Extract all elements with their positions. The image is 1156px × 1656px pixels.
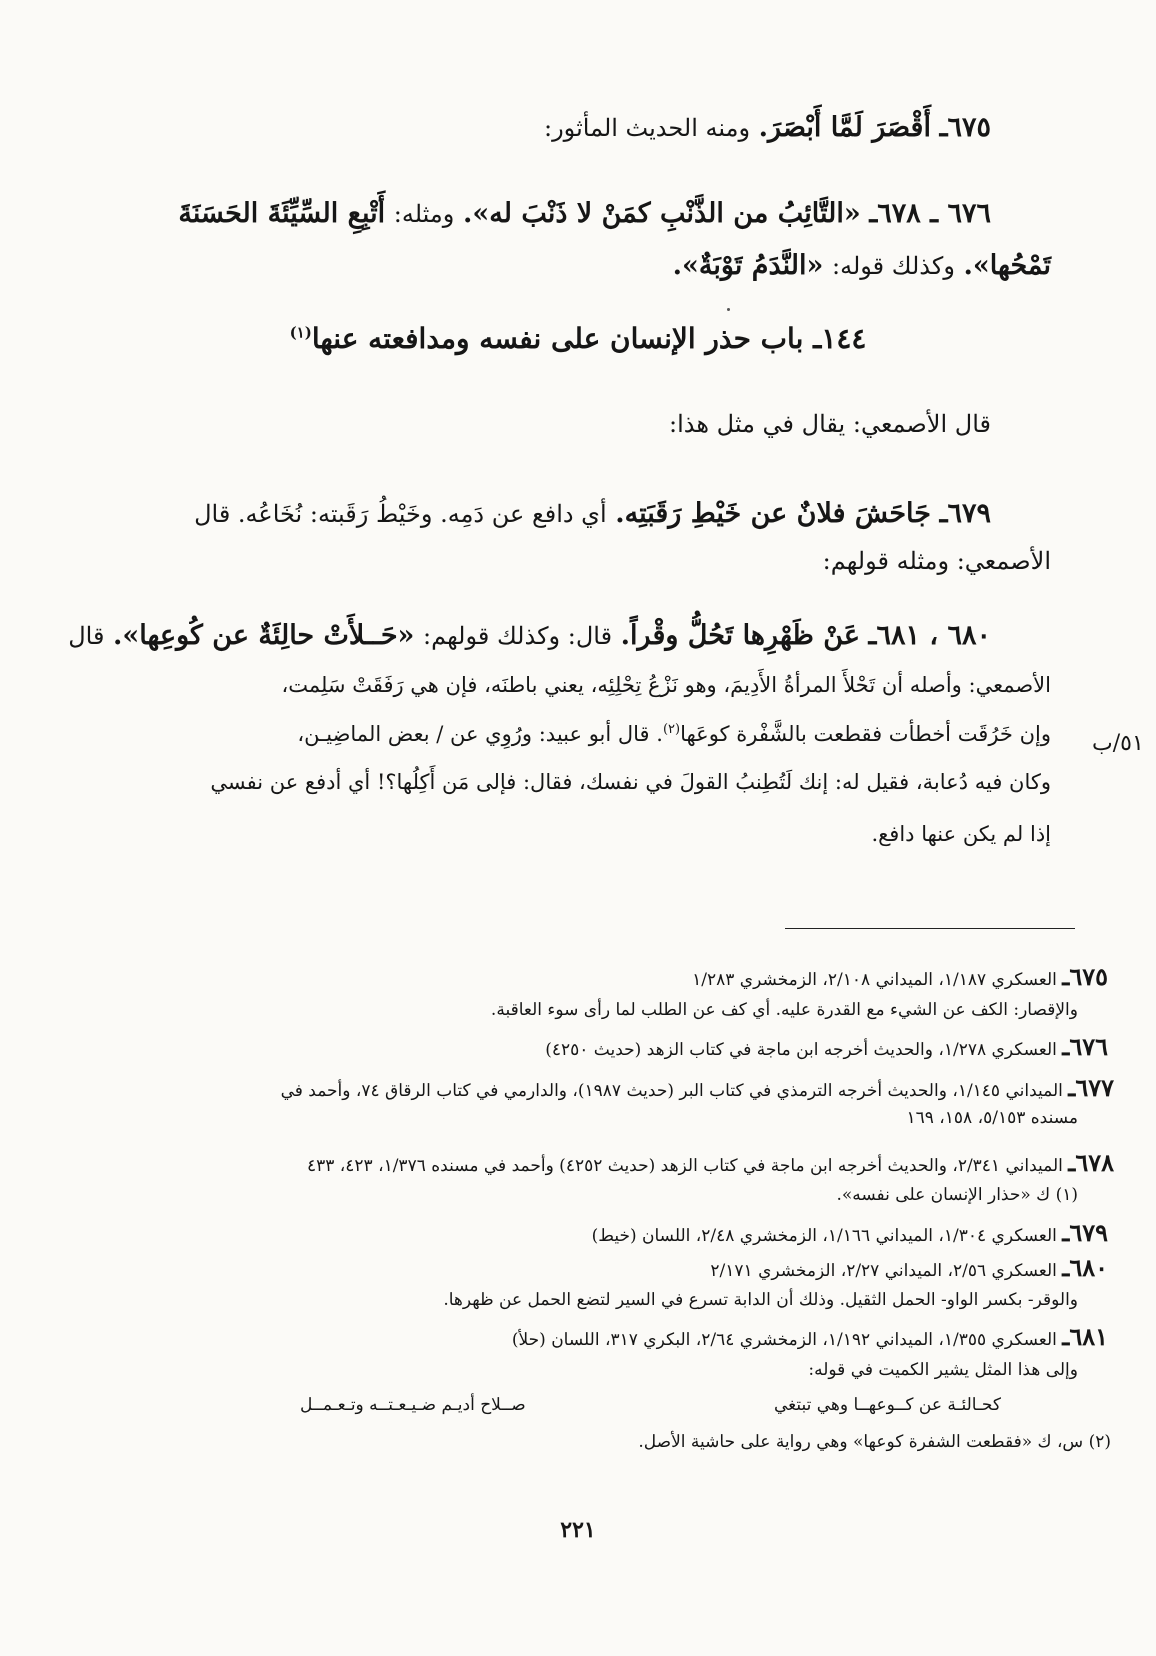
footnote-text: العسكري ١/٣٥٥، الميداني ١/١٩٢، الزمخشري ٢/٦٤، البكري ٣١٧، اللسان (حلأ): [511, 1330, 1057, 1350]
commentary: قال: وكذلك قولهم:: [423, 622, 613, 650]
verse-hemistich-left: صــلاح أديـم ضـيـعـتــه وتـعـمــل: [300, 1395, 526, 1415]
entry-680-line-5: [871, 822, 1051, 846]
page-number: ٢٢١: [560, 1517, 596, 1543]
footnote-676: [545, 1032, 1108, 1061]
footnote-2: [638, 1432, 1111, 1452]
proverb: عَنْ ظَهْرِها تَحُلُّ وقْراً.: [620, 620, 860, 651]
footnote-677-cont: [907, 1108, 1079, 1128]
footnote-text: (٢) س، ك «فقطعت الشفرة كوعها» وهي رواية على حاشية الأصل.: [638, 1432, 1111, 1452]
footnote-text: والإقصار: الكف عن الشيء مع القدرة عليه. أي كف عن الطلب لما رأى سوء العاقبة.: [490, 1000, 1078, 1020]
commentary: وإن خَرُقَت أخطأت فقطعت بالشَّفْرة كوعَها: [680, 722, 1051, 746]
footnote-text: الميداني ١/١٤٥، والحديث أخرجه الترمذي في كتاب البر (حديث ١٩٨٧)، والدارمي في كتاب الرقاق ٧٤، وأحمد في: [280, 1081, 1063, 1101]
entry-675: [544, 112, 991, 143]
commentary: وكان فيه دُعابة، فقيل له: إنك لَتُطِنبُ القولَ في نفسك، فقال: فإلى مَن أَكِلُها؟! أي أدفع عن نفسي: [210, 770, 1051, 794]
manuscript-folio-marker: ٥١/ب: [1092, 731, 1144, 756]
intro-line: [669, 410, 991, 438]
footnote-680: [710, 1253, 1108, 1282]
entry-number: ٦٧٦ ـ ٦٧٨ـ: [869, 198, 991, 229]
footnote-681: [512, 1322, 1108, 1351]
footnote-680-note: [443, 1290, 1078, 1310]
proverb: تَمْحُها».: [963, 250, 1051, 281]
commentary: الأصمعي: وأصله أن تَحْلأَ المرأةُ الأَدِيمَ، وهو نَزْعُ تِحْلِئِه، يعني باطنَه، فإن هي رَفَقَتْ سَلِمت،: [281, 673, 1051, 697]
commentary-2: قال: [68, 622, 105, 650]
footnote-separator: [785, 928, 1075, 929]
footnote-text: العسكري ١/٣٠٤، الميداني ١/١٦٦، الزمخشري ٢/٤٨، اللسان (خيط): [591, 1226, 1057, 1246]
footnote-ref: (٢): [662, 722, 681, 737]
footnote-1: [836, 1185, 1078, 1205]
footnote-text: العسكري ٢/٥٦، الميداني ٢/٢٧، الزمخشري ٢/١٧١: [710, 1261, 1057, 1281]
proverb: جَاحَشَ فلانٌ عن خَيْطِ رَقَبَتِه.: [615, 498, 931, 529]
entry-number: ٦٨٠ ، ٦٨١ـ: [868, 620, 991, 651]
footnote-number: ٦٧٧ـ: [1068, 1073, 1114, 1102]
verse-hemistich-right: كحـالئـة عن كــوعهــا وهي تبتغي: [774, 1395, 1001, 1415]
proverb: أَتْبِعِ السِّيِّئَةَ الحَسَنَةَ: [178, 198, 386, 229]
footnote-number: ٦٧٨ـ: [1068, 1148, 1114, 1177]
commentary-tail: . قال أبو عبيد: ورُوِي عن / بعض الماضِيـن،: [297, 722, 663, 746]
entry-680-line-4: [210, 770, 1051, 794]
entry-number: ٦٧٥ـ: [939, 112, 991, 143]
entry-679-line-1: [194, 498, 991, 529]
footnote-number: ٦٧٥ـ: [1062, 962, 1108, 991]
footnote-number: ٦٨٠ـ: [1062, 1253, 1108, 1282]
heading-text: ١٤٤ـ باب حذر الإنسان على نفسه ومدافعته عنها: [311, 322, 867, 355]
footnote-text: مسنده ٥/١٥٣، ١٥٨، ١٦٩: [906, 1108, 1078, 1128]
entry-number: ٦٧٩ـ: [939, 498, 991, 529]
commentary: ومنه الحديث المأثور:: [544, 114, 751, 142]
footnote-681-note: [808, 1360, 1078, 1380]
footnote-677: [281, 1073, 1114, 1102]
footnote-675: [692, 962, 1108, 991]
hadith: «النَّدَمُ تَوْبَةٌ».: [672, 250, 824, 281]
footnote-number: ٦٨١ـ: [1062, 1322, 1108, 1351]
intro-text: قال الأصمعي: يقال في مثل هذا:: [669, 410, 991, 438]
commentary: إذا لم يكن عنها دافع.: [871, 822, 1051, 846]
footnote-text: وإلى هذا المثل يشير الكميت في قوله:: [808, 1360, 1078, 1380]
footnote-675-note: [491, 1000, 1078, 1020]
hadith: «التَّائِبُ من الذَّنْبِ كمَنْ لا ذَنْبَ له».: [462, 198, 861, 229]
entry-679-line-2: [823, 547, 1051, 575]
entry-676-line-1: [178, 198, 991, 229]
footnote-text: العسكري ١/١٨٧، الميداني ٢/١٠٨، الزمخشري ١/٢٨٣: [692, 970, 1057, 990]
proverb-2: «حَــلأَتْ حالِئَةٌ عن كُوعِها».: [113, 620, 415, 651]
proverb: أَقْصَرَ لَمَّا أَبْصَرَ.: [758, 112, 931, 143]
commentary: الأصمعي: ومثله قولهم:: [822, 547, 1051, 575]
entry-680-line-1: [68, 620, 991, 651]
heading-footnote-ref: (١): [289, 323, 312, 342]
entry-680-line-2: [281, 673, 1051, 697]
footnote-text: العسكري ١/٢٧٨، والحديث أخرجه ابن ماجة في كتاب الزهد (حديث ٤٢٥٠): [545, 1040, 1057, 1060]
footnote-679: [592, 1218, 1108, 1247]
entry-680-line-3: [297, 722, 1051, 746]
footnote-text: والوقر- بكسر الواو- الحمل الثقيل. وذلك أن الدابة تسرع في السير لتضع الحمل عن ظهرها.: [443, 1290, 1078, 1310]
commentary: ومثله:: [393, 200, 455, 228]
footnote-text: (١) ك «حذار الإنسان على نفسه».: [836, 1185, 1078, 1205]
commentary: وكذلك قوله:: [831, 252, 955, 280]
footnote-text: الميداني ٢/٣٤١، والحديث أخرجه ابن ماجة في كتاب الزهد (حديث ٤٢٥٢) وأحمد في مسنده ١/٣٧٦، ٤٢٣، ٤٣٣: [306, 1156, 1063, 1176]
commentary: أي دافع عن دَمِه. وخَيْطُ رَقَبته: نُخَاعُه. قال: [194, 500, 607, 528]
footnote-number: ٦٧٦ـ: [1062, 1032, 1108, 1061]
footnote-678: [307, 1148, 1114, 1177]
chapter-heading: [0, 322, 1156, 355]
footnote-number: ٦٧٩ـ: [1062, 1218, 1108, 1247]
entry-676-line-2: [673, 250, 1051, 281]
ink-dot: [727, 308, 730, 311]
